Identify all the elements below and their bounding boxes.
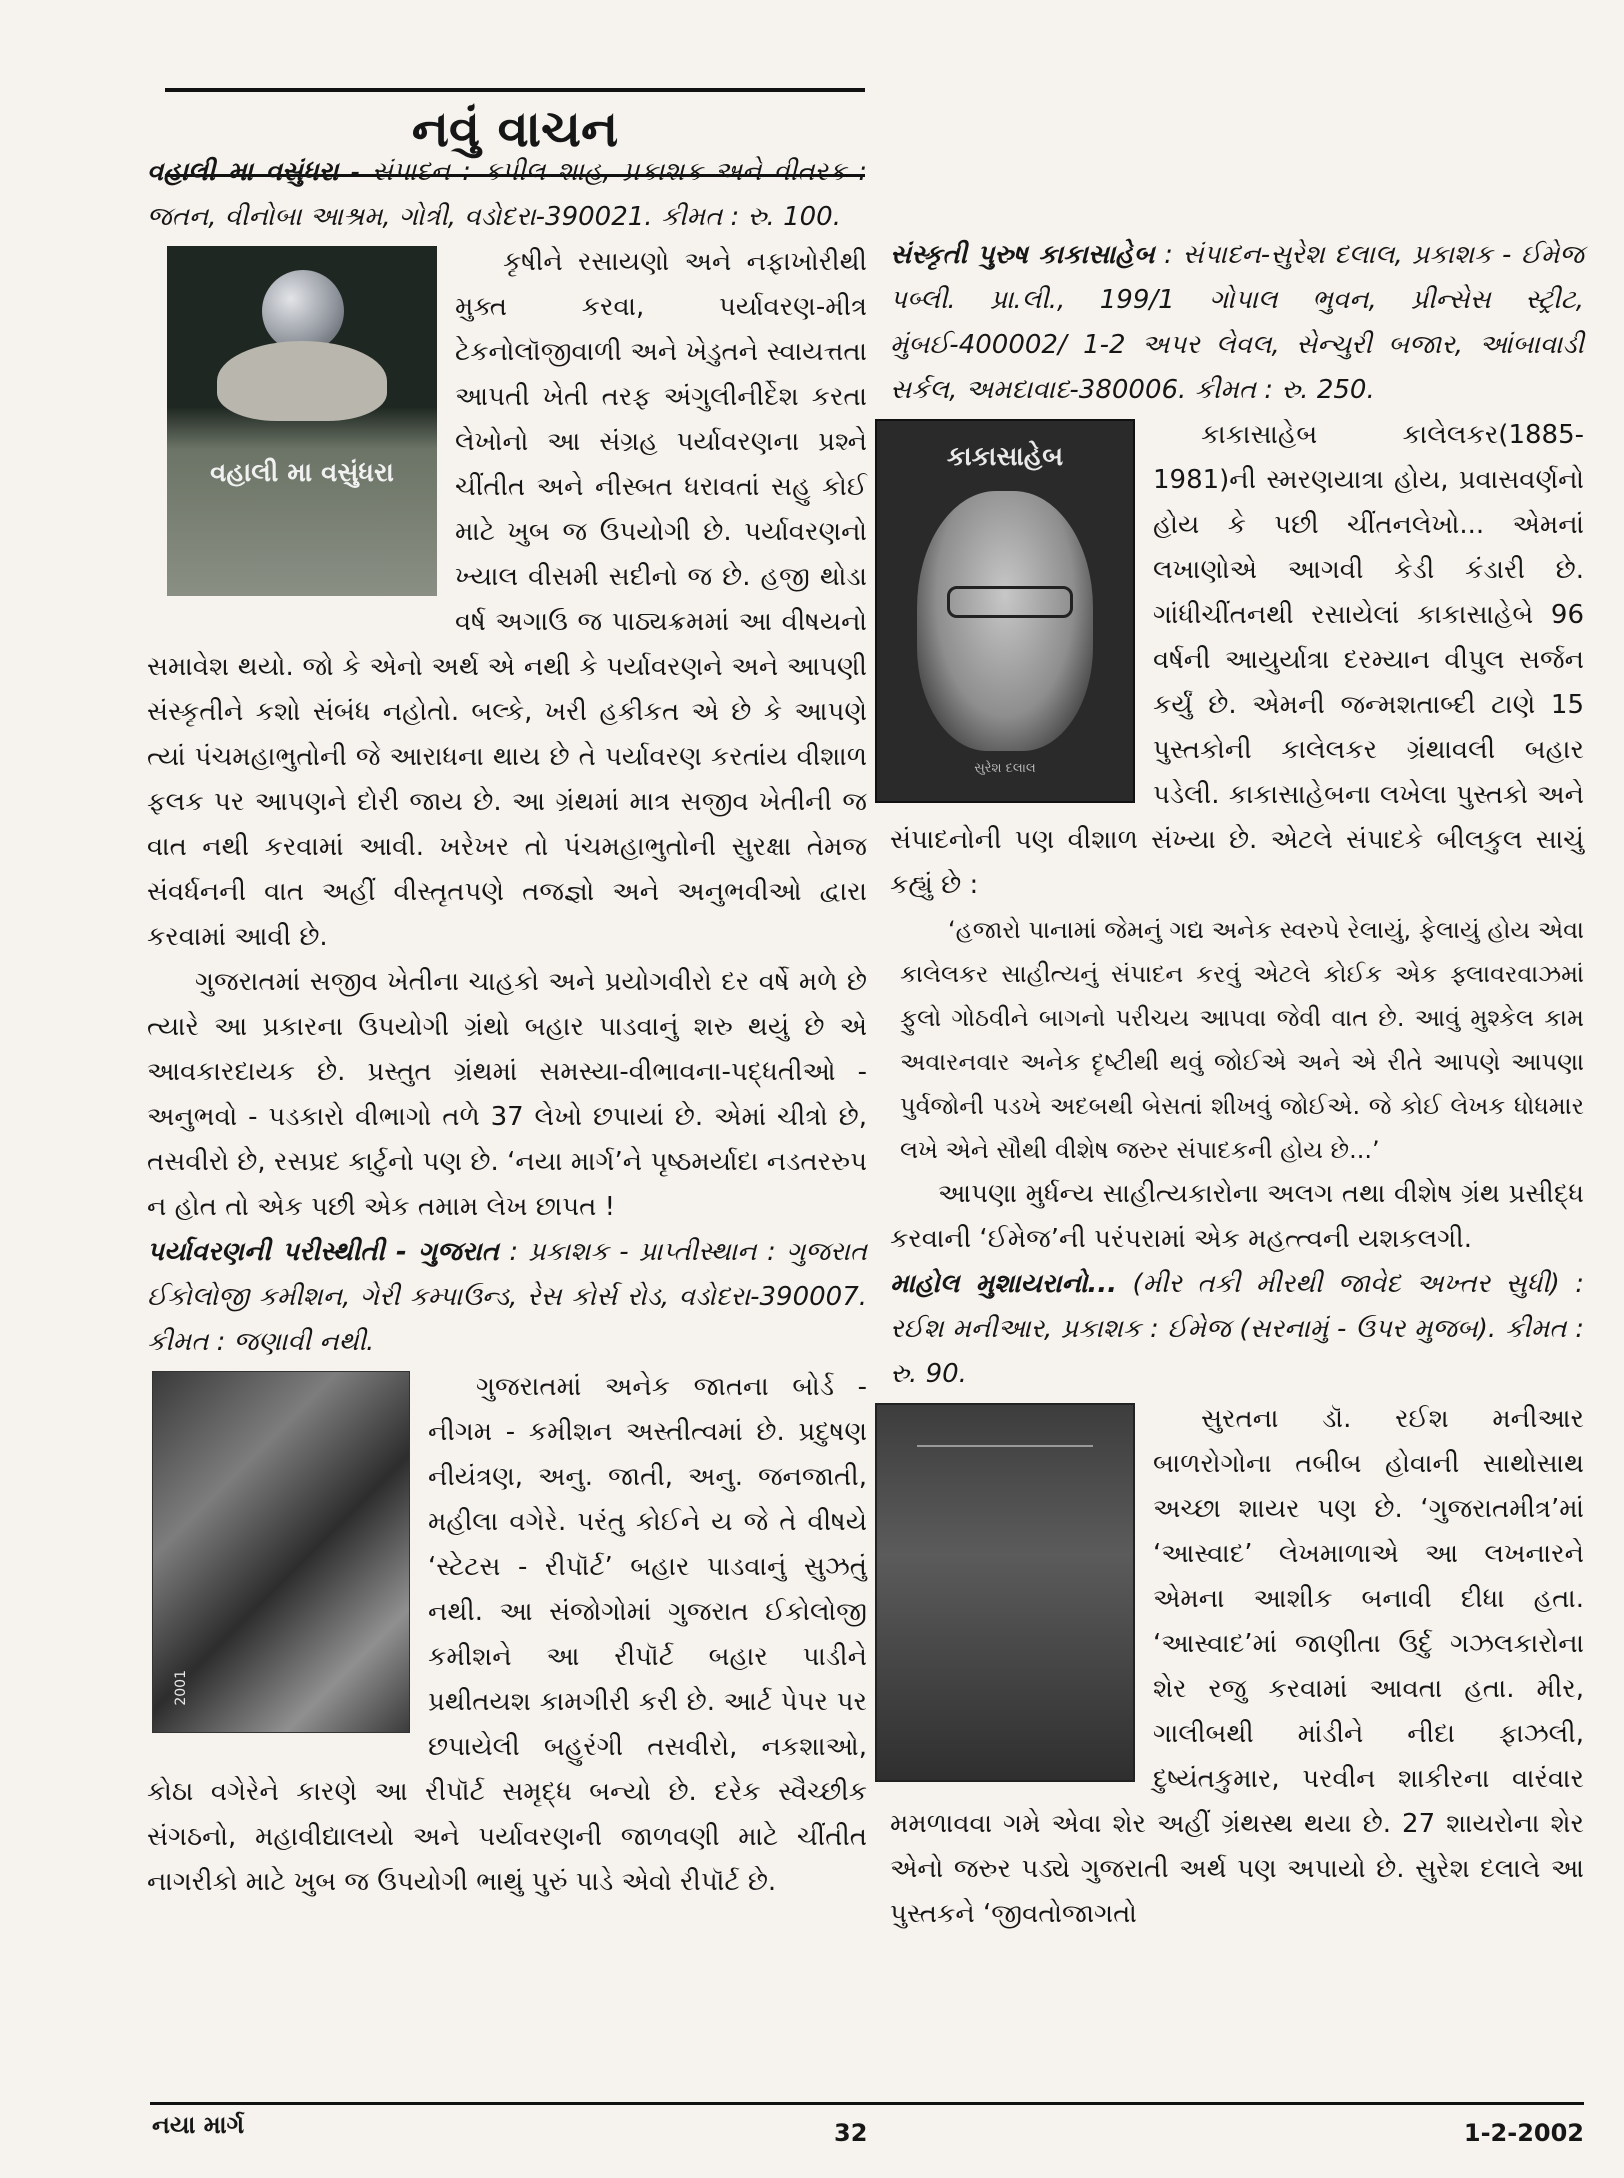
review2-cover-image — [152, 1371, 410, 1733]
review2-meta: : પ્રકાશક - પ્રાપ્તીસ્થાન : ગુજરાત ઈકોલોજી કમીશન, ગેરી કમ્પાઉન્ડ, રેસ કોર્સ રોડ, વડોદરા-390007. કીમત : જણાવી નથી. — [147, 1237, 867, 1357]
left-column — [147, 150, 867, 1905]
hands-icon — [217, 341, 387, 421]
review3-paragraph-2: આપણા મુર્ધન્ય સાહીત્યકારોના અલગ તથા વીશેષ ગ્રંથ પ્રસીદ્ધ કરવાની ‘ઈમેજ’ની પરંપરામાં એક મહત્ત્વની યશકલગી. — [890, 1179, 1584, 1254]
cover-decoration — [917, 1445, 1093, 1447]
review4-meta: (મીર તકી મીરથી જાવેદ અખ્તર સુધી) : રઈશ મનીઆર, પ્રકાશક : ઈમેજ (સરનામું - ઉપર મુજબ). કીમત : રુ. 90. — [890, 1269, 1584, 1389]
review4-title: માહોલ મુશાયરાનો... — [890, 1269, 1117, 1299]
review3-quote: ‘હજારો પાનામાં જેમનું ગદ્ય અનેક સ્વરુપે રેલાયું, ફેલાયું હોય એવા કાલેલકર સાહીત્યનું સંપાદન કરવું એટલે કોઈક એક ફ્લાવરવાઝમાં ફુલો ગોઠવીને બાગનો પરીચય આપવા જેવી વાત છે. આવું મુશ્કેલ કામ અવારનવાર અનેક દૃષ્ટીથી થવું જોઈએ અને એ રીતે આપણે આપણા પુર્વજોની પડખે અદબથી બેસતાં શીખવું જોઈએ. જે કોઈ લેખક ધોધમાર લખે એને સૌથી વીશેષ જરુર સંપાદકની હોય છે...’ — [900, 916, 1584, 1164]
review1-paragraph-1: કૃષીને રસાયણો અને નફાખોરીથી મુક્ત કરવા, પર્યાવરણ-મીત્ર ટેકનોલૉજીવાળી અને ખેડુતને સ્વાયત્તતા આપતી ખેતી તરફ અંગુલીનીર્દેશ કરતા લેખોનો આ સંગ્રહ પર્યાવરણના પ્રશ્ને ચીંતીત અને નીસ્બત ધરાવતાં સહુ કોઈ માટે ખુબ જ ઉપયોગી છે. પર્યાવરણનો ખ્યાલ વીસમી સદીનો જ છે. હજી થોડા વર્ષ અગાઉ જ પાઠ્યક્રમમાં આ વીષયનો સમાવેશ થયો. જો કે એનો અર્થ એ નથી કે પર્યાવરણને અને આપણી સંસ્કૃતીને કશો સંબંધ નહોતો. બલ્કે, ખરી હકીકત એ છે કે આપણે ત્યાં પંચમહાભુતોની જે આરાધના થાય છે તે પર્યાવરણ કરતાંય વીશાળ ફલક પર આપણને દોરી જાય છે. આ ગ્રંથમાં માત્ર સજીવ ખેતીની જ વાત નથી કરવામાં આવી. ખરેખર તો પંચમહાભુતોની સુરક્ષા તેમજ સંવર્ધનની વાત અહીં વીસ્તૃતપણે તજજ્ઞો અને અનુભવીઓ દ્વારા કરવામાં આવી છે. — [147, 247, 867, 952]
glasses-icon — [947, 586, 1073, 618]
section-title: નવું વાચન — [411, 100, 619, 158]
review2-citation — [147, 1230, 867, 1365]
right-column — [890, 100, 1584, 1937]
review1-paragraph-2: ગુજરાતમાં સજીવ ખેતીના ચાહકો અને પ્રયોગવીરો દર વર્ષે મળે છે ત્યારે આ પ્રકારના ઉપયોગી ગ્રંથો બહાર પાડવાનું શરુ થયું છે એ આવકારદાયક છે. પ્રસ્તુત ગ્રંથમાં સમસ્યા-વીભાવના-પદ્ધતીઓ - અનુભવો - પડકારો વીભાગો તળે 37 લેખો છપાયાં છે. એમાં ચીત્રો છે, તસવીરો છે, રસપ્રદ કાર્ટુનો પણ છે. ‘નયા માર્ગ’ને પૃષ્ઠમર્યાદા નડતરરુપ ન હોત તો એક પછી એક તમામ લેખ છાપત ! — [147, 967, 867, 1222]
review3-title: સંસ્કૃતી પુરુષ કાકાસાહેબ — [890, 240, 1155, 270]
review3-cover-title: કાકાસાહેબ — [946, 442, 1064, 472]
review1-cover-title: વહાલી મા વસુંધરા — [210, 458, 394, 488]
footer-page-number: 32 — [834, 2119, 868, 2147]
review2-title: પર્યાવરણની પરીસ્થીતી - ગુજરાત — [147, 1237, 499, 1267]
portrait-icon — [917, 491, 1093, 751]
review3-meta: : સંપાદન-સુરેશ દલાલ, પ્રકાશક - ઈમેજ પબ્લી. પ્રા.લી., 199/1 ગોપાલ ભુવન, પ્રીન્સેસ સ્ટ્રીટ, મુંબઈ-400002/ 1-2 અપર લેવલ, સેન્ચુરી બજાર, આંબાવાડી સર્કલ, અમદાવાદ-380006. કીમત : રુ. 250. — [890, 240, 1585, 405]
globe-icon — [262, 270, 344, 352]
review3-cover-editor: સુરેશ દલાલ — [974, 761, 1036, 776]
review1-meta: - સંપાદન : કપીલ શાહ, પ્રકાશક અને વીતરક : જતન, વીનોબા આશ્રમ, ગોત્રી, વડોદરા-390021. કીમત : રુ. 100. — [147, 157, 867, 232]
page-footer — [150, 2102, 1584, 2145]
review1-cover-image — [167, 246, 437, 596]
footer-magazine-name: નયા માર્ગ — [152, 2111, 245, 2139]
footer-date: 1-2-2002 — [1463, 2119, 1584, 2147]
review1-title: વહાલી મા વસુંધરા — [147, 157, 339, 187]
review4-citation — [890, 1262, 1584, 1397]
review2-cover-year: 2001 — [173, 1670, 189, 1706]
review2-paragraph-1: ગુજરાતમાં અનેક જાતના બોર્ડ - નીગમ - કમીશન અસ્તીત્વમાં છે. પ્રદુષણ નીયંત્રણ, અનુ. જાતી, અનુ. જનજાતી, મહીલા વગેરે. પરંતુ કોઈને ય જે તે વીષયે ‘સ્ટેટસ - રીપૉર્ટ’ બહાર પાડવાનું સુઝતું નથી. આ સંજોગોમાં ગુજરાત ઈકોલોજી કમીશને આ રીપૉર્ટ બહાર પાડીને પ્રથીતયશ કામગીરી કરી છે. આર્ટ પેપર પર છપાયેલી બહુરંગી તસવીરો, નકશાઓ, કોઠા વગેરેને કારણે આ રીપૉર્ટ સમૃદ્ધ બન્યો છે. દરેક સ્વૈચ્છીક સંગઠનો, મહાવીદ્યાલયો અને પર્યાવરણની જાળવણી માટે ચીંતીત નાગરીકો માટે ખુબ જ ઉપયોગી ભાથું પુરું પાડે એવો રીપૉર્ટ છે. — [147, 1372, 867, 1897]
review3-cover-image — [875, 419, 1135, 803]
review4-paragraph-1: સુરતના ડૉ. રઈશ મનીઆર બાળરોગોના તબીબ હોવાની સાથોસાથ અચ્છા શાયર પણ છે. ‘ગુજરાતમીત્ર’માં ‘આસ્વાદ’ લેખમાળાએ આ લખનારને એમના આશીક બનાવી દીધા હતા. ‘આસ્વાદ’માં જાણીતા ઉર્દુ ગઝલકારોના શેર રજુ કરવામાં આવતા હતા. મીર, ગાલીબથી માંડીને નીદા ફાઝલી, દુષ્યંતકુમાર, પરવીન શાકીરના વારંવાર મમળાવવા ગમે એવા શેર અહીં ગ્રંથસ્થ થયા છે. 27 શાયરોના શેર એનો જરુર પડ્યે ગુજરાતી અર્થ પણ અપાયો છે. સુરેશ દલાલે આ પુસ્તકને ‘જીવતોજાગતો — [890, 1404, 1584, 1929]
review1-citation — [147, 150, 867, 240]
review3-paragraph-1: કાકાસાહેબ કાલેલકર(1885-1981)ની સ્મરણયાત્રા હોય, પ્રવાસવર્ણનો હોય કે પછી ચીંતનલેખો... એમનાં લખાણોએ આગવી કેડી કંડારી છે. ગાંધીચીંતનથી રસાયેલાં કાકાસાહેબે 96 વર્ષની આયુર્યાત્રા દરમ્યાન વીપુલ સર્જન કર્યું છે. એમની જન્મશતાબ્દી ટાણે 15 પુસ્તકોની કાલેલકર ગ્રંથાવલી બહાર પડેલી. કાકાસાહેબના લખેલા પુસ્તકો અને સંપાદનોની પણ વીશાળ સંખ્યા છે. એટલે સંપાદકે બીલકુલ સાચું કહ્યું છે : — [890, 420, 1584, 900]
review4-cover-image — [875, 1403, 1135, 1782]
review3-citation — [890, 233, 1584, 413]
